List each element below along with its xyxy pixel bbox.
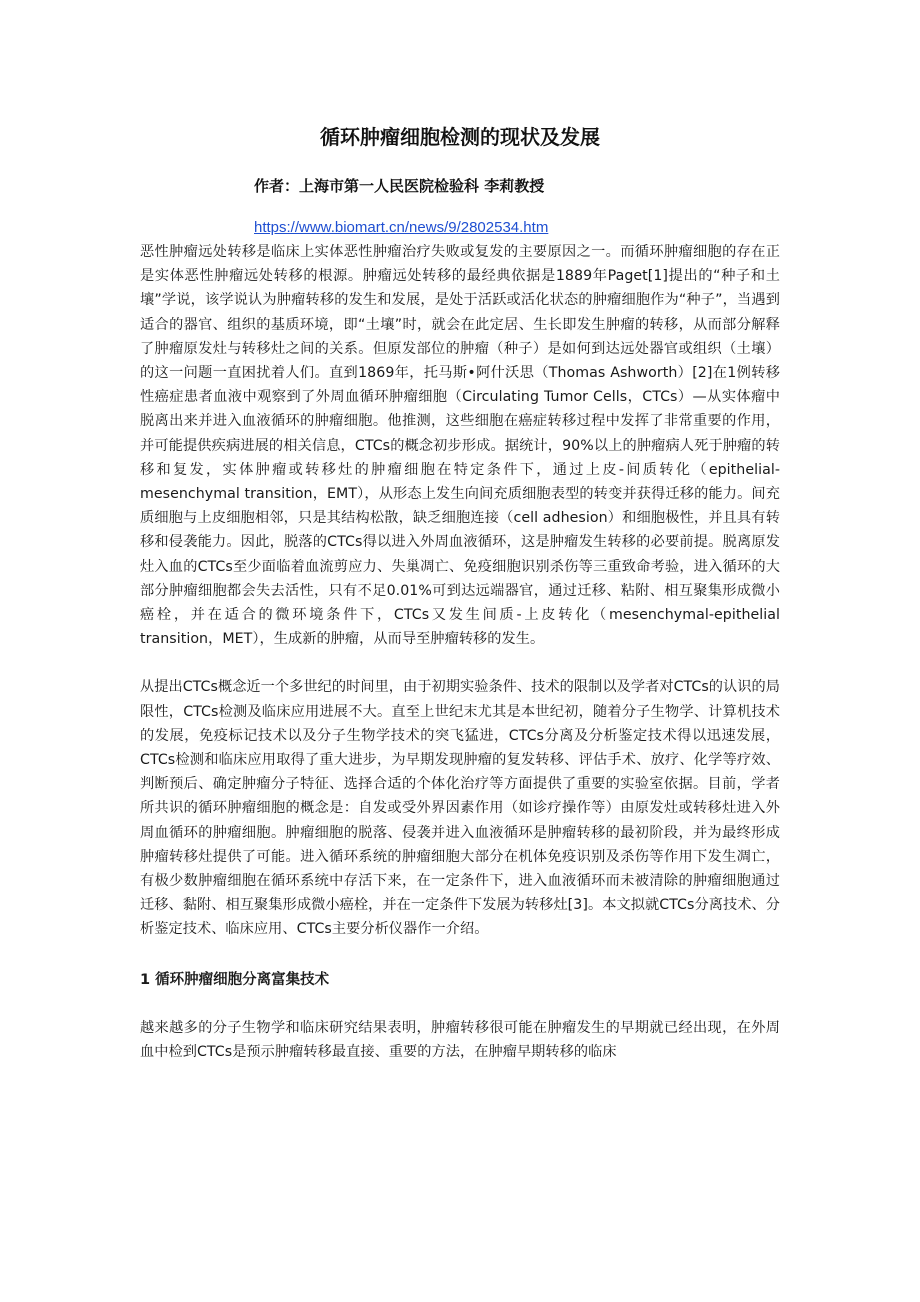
source-link[interactable]: https://www.biomart.cn/news/9/2802534.htm bbox=[254, 219, 549, 236]
section-paragraph: 越来越多的分子生物学和临床研究结果表明，肿瘤转移很可能在肿瘤发生的早期就已经出现，在外周血中检到CTCs是预示肿瘤转移最直接、重要的方法，在肿瘤早期转移的临床 bbox=[140, 1019, 780, 1060]
section-heading: 1 循环肿瘤细胞分离富集技术 bbox=[140, 971, 330, 988]
paragraph-intro: 恶性肿瘤远处转移是临床上实体恶性肿瘤治疗失败或复发的主要原因之一。而循环肿瘤细胞的存在正是实体恶性肿瘤远处转移的根源。肿瘤远处转移的最经典依据是1889年Paget[1]提出的“种子和土壤”学说，该学说认为肿瘤转移的发生和发展，是处于活跃或活化状态的肿瘤细胞作为“种子”，当遇到适合的器官、组织的基质环境，即“土壤”时，就会在此定居、生长即发生肿瘤的转移，从而部分解释了肿瘤原发灶与转移灶之间的关系。但原发部位的肿瘤（种子）是如何到达远处器官或组织（土壤）的这一问题一直困扰着人们。直到1869年，托马斯•阿什沃思（Thomas Ashworth）[2]在1例转移性癌症患者血液中观察到了外周血循环肿瘤细胞（Circulating Tumor Cells，CTCs）—从实体瘤中脱离出来并进入血液循环的肿瘤细胞。他推测，这些细胞在癌症转移过程中发挥了非常重要的作用，并可能提供疾病进展的相关信息，CTCs的概念初步形成。据统计，90%以上的肿瘤病人死于肿瘤的转移和复发，实体肿瘤或转移灶的肿瘤细胞在特定条件下，通过上皮-间质转化（epithelial-mesenchymal transition，EMT），从形态上发生向间充质细胞表型的转变并获得迁移的能力。间充质细胞与上皮细胞相邻，只是其结构松散，缺乏细胞连接（cell adhesion）和细胞极性，并且具有转移和侵袭能力。因此，脱落的CTCs得以进入外周血液循环，这是肿瘤发生转移的必要前提。脱离原发灶入血的CTCs至少面临着血流剪应力、失巢凋亡、免疫细胞识别杀伤等三重致命考验，进入循环的大部分肿瘤细胞都会失去活性，只有不足0.01%可到达远端器官，通过迁移、粘附、相互聚集形成微小癌栓，并在适合的微环境条件下，CTCs又发生间质-上皮转化（mesenchymal-epithelial transition，MET），生成新的肿瘤，从而导至肿瘤转移的发生。 bbox=[140, 244, 780, 648]
paragraph-history: 从提出CTCs概念近一个多世纪的时间里，由于初期实验条件、技术的限制以及学者对CTCs的认识的局限性，CTCs检测及临床应用进展不大。直至上世纪末尤其是本世纪初，随着分子生物学、计算机技术的发展，免疫标记技术以及分子生物学技术的突飞猛进，CTCs分离及分析鉴定技术得以迅速发展，CTCs检测和临床应用取得了重大进步，为早期发现肿瘤的复发转移、评估手术、放疗、化学等疗效、判断预后、确定肿瘤分子特征、选择合适的个体化治疗等方面提供了重要的实验室依据。目前，学者所共识的循环肿瘤细胞的概念是：自发或受外界因素作用（如诊疗操作等）由原发灶或转移灶进入外周血循环的肿瘤细胞。肿瘤细胞的脱落、侵袭并进入血液循环是肿瘤转移的最初阶段，并为最终形成肿瘤转移灶提供了可能。进入循环系统的肿瘤细胞大部分在机体免疫识别及杀伤等作用下发生凋亡，有极少数肿瘤细胞在循环系统中存活下来，在一定条件下，进入血液循环而未被清除的肿瘤细胞通过迁移、黏附、相互聚集形成微小癌栓，并在一定条件下发展为转移灶[3]。本文拟就CTCs分离技术、分析鉴定技术、临床应用、CTCs主要分析仪器作一介绍。 bbox=[140, 679, 780, 938]
document-title: 循环肿瘤细胞检测的现状及发展 bbox=[320, 125, 600, 149]
author-line: 作者：上海市第一人民医院检验科 李莉教授 bbox=[254, 177, 545, 195]
